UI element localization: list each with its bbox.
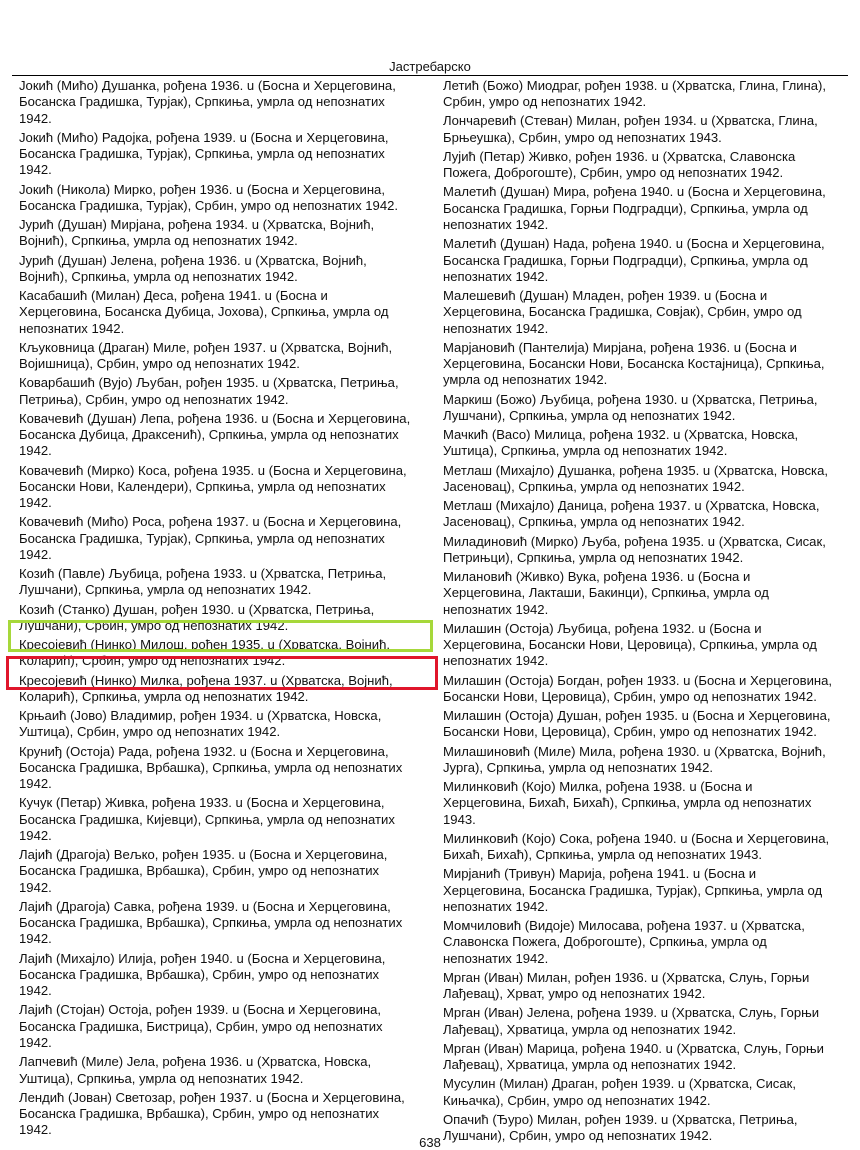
record-entry: Марјановић (Пантелија) Мирјана, рођена 1936. u (Босна и Херцеговина, Босански Нови, Босанска Костајница), Српкиња, умрла од непознатих 1942. [443,339,825,388]
record-entry: Милановић (Живко) Вука, рођена 1936. u (Босна и Херцеговина, Лакташи, Бакинци), Српкиња, умрла од непознатих 1942. [443,569,769,617]
record-entry: Круниђ (Остоја) Рада, рођена 1932. u (Босна и Херцеговина, Босанска Градишка, Врбашка), Српкиња, умрла од непознатих 1942. [19,743,403,792]
record-entry: Кресојевић (Нинко) Милка, рођена 1937. u (Хрватска, Војнић, Коларић), Српкиња, умрла од непознатих 1942. [19,672,393,704]
record-entry: Коварбашић (Вујо) Љубан, рођен 1935. u (Хрватска, Петриња, Петриња), Србин, умро од непознатих 1942. [19,375,399,407]
left-column [19,78,437,1141]
record-entry: Козић (Станко) Душан, рођен 1930. u (Хрватска, Петриња, Лушчани), Србин, умро од непознатих 1942. [19,601,375,633]
record-entry: Јурић (Душан) Јелена, рођена 1936. u (Хрватска, Војнић, Војнић), Српкиња, умрла од непознатих 1942. [19,252,367,284]
record-entry: Кучук (Петар) Живка, рођена 1933. u (Босна и Херцеговина, Босанска Градишка, Кијевци), Српкиња, умрла од непознатих 1942. [19,795,395,843]
record-entry: Ковачевић (Мирко) Коса, рођена 1935. u (Босна и Херцеговина, Босански Нови, Календери), Српкиња, умрла од непознатих 1942. [19,462,407,511]
red-highlight-box [6,656,438,690]
record-entry: Милашиновић (Миле) Мила, рођена 1930. u (Хрватска, Војнић, Јурга), Српкиња, умрла од непознатих 1942. [443,743,826,775]
record-entry: Ковачевић (Душан) Лепа, рођена 1936. u (Босна и Херцеговина, Босанска Дубица, Драксенић), Српкиња, умрла од непознатих 1942. [19,410,411,459]
record-entry: Милашин (Остоја) Богдан, рођен 1933. u (Босна и Херцеговина, Босански Нови, Церовица), Србин, умро од непознатих 1942. [443,672,833,704]
record-entry: Кресојевић (Нинко) Милош, рођен 1935. u (Хрватска, Војнић, Коларић), Србин, умро од непознатих 1942. [19,637,390,669]
record-entry: Мрган (Иван) Милан, рођен 1936. u (Хрватска, Слуњ, Горњи Лађевац), Хрват, умро од непознатих 1942. [443,969,810,1002]
record-entry: Мрган (Иван) Марица, рођена 1940. u (Хрватска, Слуњ, Горњи Лађевац), Хрватица, умрла од непознатих 1942. [443,1040,824,1073]
record-entry: Јурић (Душан) Мирјана, рођена 1934. u (Хрватска, Војнић, Војнић), Српкиња, умрла од непознатих 1942. [19,217,375,249]
record-entry: Ковачевић (Мићо) Роса, рођена 1937. u (Босна и Херцеговина, Босанска Градишка, Турјак), Српкиња, умрла од непознатих 1942. [19,514,402,562]
record-entry: Милашин (Остоја) Љубица, рођена 1932. u (Босна и Херцеговина, Босански Нови, Церовица), Српкиња, умрла од непознатих 1942. [443,620,817,669]
page-header-title: Јастребарско [389,59,471,74]
green-highlight-box [8,620,433,652]
record-entry: Касабашић (Милан) Деса, рођена 1941. u (Босна и Херцеговина, Босанска Дубица, Јохова), Српкиња, умрла од непознатих 1942. [19,288,389,336]
record-entry: Јокић (Мићо) Душанка, рођена 1936. u (Босна и Херцеговина, Босанска Градишка, Турјак), Српкиња, умрла од непознатих 1942. [19,78,396,126]
record-entry: Лендић (Јован) Светозар, рођен 1937. u (Босна и Херцеговина, Босанска Градишка, Врбашка), Србин, умро од непознатих 1942. [19,1089,405,1138]
record-entry: Мусулин (Милан) Драган, рођен 1939. u (Хрватска, Сисак, Кињачка), Србин, умро од непознатих 1942. [443,1076,796,1108]
record-entry: Лајић (Драгоја) Савка, рођена 1939. u (Босна и Херцеговина, Босанска Градишка, Врбашка), Српкиња, умрла од непознатих 1942. [19,898,403,947]
record-entry: Момчиловић (Видоје) Милосава, рођена 1937. u (Хрватска, Славонска Пожега, Доброгоште), Српкиња, умрла од непознатих 1942. [443,918,805,966]
record-entry: Козић (Павле) Љубица, рођена 1933. u (Хрватска, Петриња, Лушчани), Српкиња, умрла од непознатих 1942. [19,566,387,598]
record-entry: Лајић (Михајло) Илија, рођен 1940. u (Босна и Херцеговина, Босанска Градишка, Врбашка), Србин, умро од непознатих 1942. [19,950,386,999]
record-entry: Милинковић (Којо) Сока, рођена 1940. u (Босна и Херцеговина, Бихаћ, Бихаћ), Српкиња, умрла од непознатих 1943. [443,830,830,863]
record-entry: Малетић (Душан) Нада, рођена 1940. u (Босна и Херцеговина, Босанска Градишка, Горњи Подградци), Српкиња, умрла од непознатих 1942. [443,236,825,284]
record-entry: Јокић (Мићо) Радојка, рођена 1939. u (Босна и Херцеговина, Босанска Градишка, Турјак), Српкиња, умрла од непознатих 1942. [19,129,389,178]
record-entry: Летић (Божо) Миодраг, рођен 1938. u (Хрватска, Глина, Глина), Србин, умро од непознатих 1942. [443,78,827,110]
record-entry: Милинковић (Којо) Милка, рођена 1938. u (Босна и Херцеговина, Бихаћ, Бихаћ), Српкиња, умрла од непознатих 1943. [443,779,812,827]
record-entry: Милашин (Остоја) Душан, рођен 1935. u (Босна и Херцеговина, Босански Нови, Церовица), Србин, умро од непознатих 1942. [443,708,831,740]
record-entry: Лончаревић (Стеван) Милан, рођен 1934. u (Хрватска, Глина, Брњеушка), Србин, умро од непознатих 1943. [443,113,818,145]
record-entry: Лајић (Стојан) Остоја, рођен 1939. u (Босна и Херцеговина, Босанска Градишка, Бистрица), Србин, умро од непознатих 1942. [19,1002,383,1051]
record-entry: Лапчевић (Миле) Јела, рођена 1936. u (Хрватска, Новска, Уштица), Српкиња, умрла од непознатих 1942. [19,1054,372,1086]
record-entry: Малетић (Душан) Мира, рођена 1940. u (Босна и Херцеговина, Босанска Градишка, Горњи Подградци), Српкиња, умрла од непознатих 1942. [443,184,826,233]
record-entry: Мирјанић (Тривун) Марија, рођена 1941. u (Босна и Херцеговина, Босанска Градишка, Турјак), Српкиња, умрла од непознатих 1942. [443,866,823,914]
record-entry: Малешевић (Душан) Младен, рођен 1939. u (Босна и Херцеговина, Босанска Градишка, Совјак), Србин, умро од непознатих 1942. [443,288,802,336]
record-entry: Мрган (Иван) Јелена, рођена 1939. u (Хрватска, Слуњ, Горњи Лађевац), Хрватица, умрла од непознатих 1942. [443,1005,820,1037]
page-number: 638 [419,1135,441,1150]
record-entry: Лајић (Драгоја) Вељко, рођен 1935. u (Босна и Херцеговина, Босанска Градишка, Врбашка), Србин, умро од непознатих 1942. [19,847,388,895]
record-entry: Маркиш (Божо) Љубица, рођена 1930. u (Хрватска, Петриња, Лушчани), Српкиња, умрла од непознатих 1942. [443,391,818,423]
right-column [443,78,848,1147]
record-entry: Кљуковница (Драган) Миле, рођен 1937. u (Хрватска, Војнић, Војишница), Србин, умро од непознатих 1942. [19,339,393,372]
header-rule [12,75,848,76]
record-entry: Метлаш (Михајло) Даница, рођена 1937. u (Хрватска, Новска, Јасеновац), Српкиња, умрла од непознатих 1942. [443,498,820,530]
record-entry: Мачкић (Васо) Милица, рођена 1932. u (Хрватска, Новска, Уштица), Српкиња, умрла од непознатих 1942. [443,427,799,459]
record-entry: Опачић (Ђуро) Милан, рођен 1939. u (Хрватска, Петриња, Лушчани), Србин, умро од непознатих 1942. [443,1111,798,1144]
record-entry: Лујић (Петар) Живко, рођен 1936. u (Хрватска, Славонска Пожега, Доброгоште), Србин, умро од непознатих 1942. [443,148,796,181]
record-entry: Јокић (Никола) Мирко, рођен 1936. u (Босна и Херцеговина, Босанска Градишка, Турјак), Србин, умро од непознатих 1942. [19,181,399,213]
record-entry: Крњаић (Јово) Владимир, рођен 1934. u (Хрватска, Новска, Уштица), Србин, умро од непознатих 1942. [19,708,382,740]
record-entry: Миладиновић (Мирко) Љуба, рођена 1935. u (Хрватска, Сисак, Петрињци), Српкиња, умрла од непознатих 1942. [443,533,826,565]
record-entry: Метлаш (Михајло) Душанка, рођена 1935. u (Хрватска, Новска, Јасеновац), Српкиња, умрла од непознатих 1942. [443,462,828,494]
